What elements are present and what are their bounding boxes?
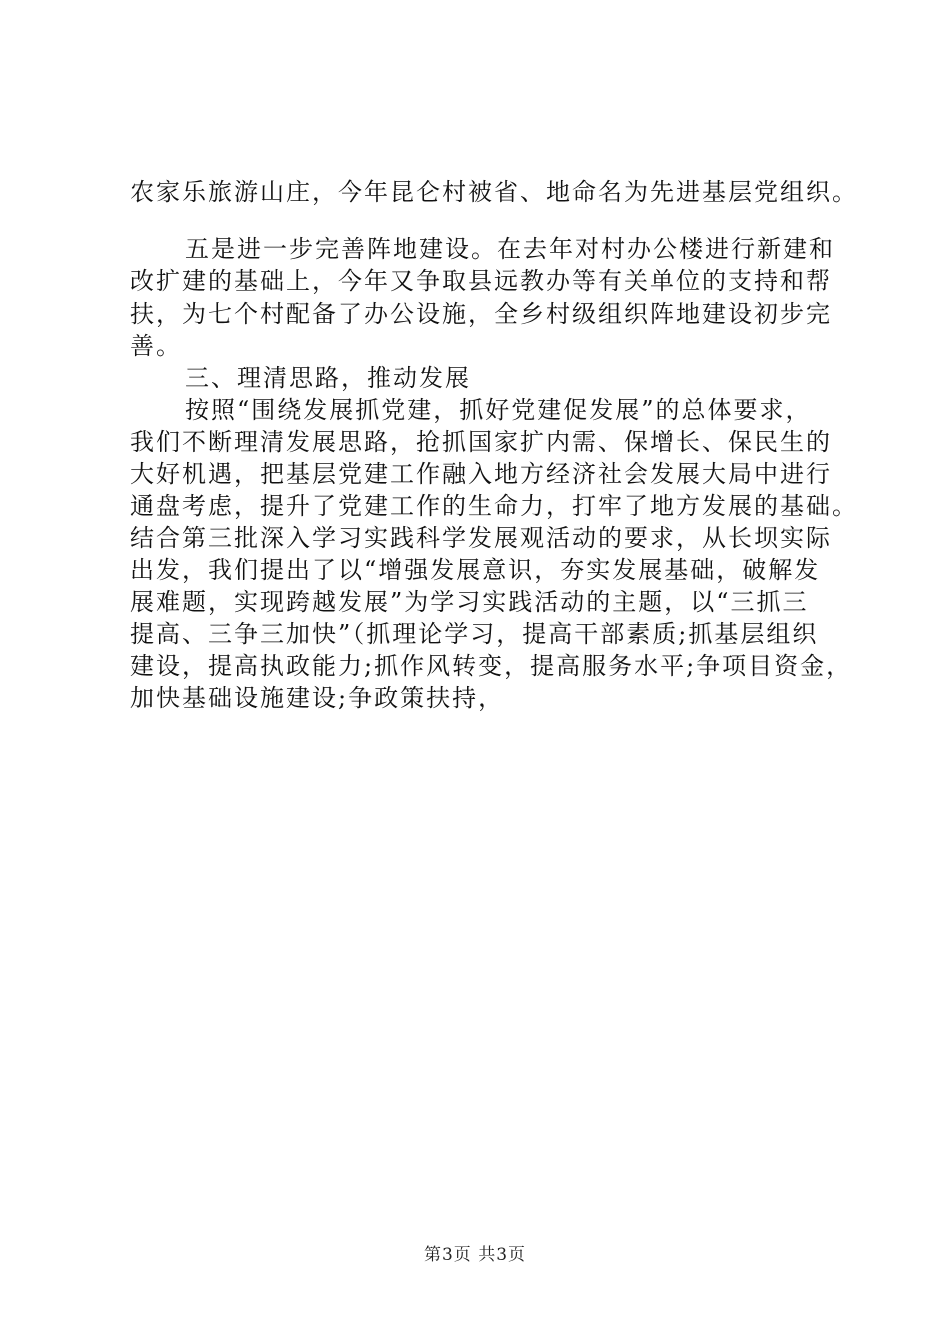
text-line: 我们不断理清发展思路，抢抓国家扩内需、保增长、保民生的 <box>130 428 832 456</box>
text-line: 扶，为七个村配备了办公设施，全乡村级组织阵地建设初步完 <box>130 300 832 328</box>
text-line: 通盘考虑，提升了党建工作的生命力，打牢了地方发展的基础。 <box>130 492 858 520</box>
text-line: 结合第三批深入学习实践科学发展观活动的要求，从长坝实际 <box>130 524 832 552</box>
section-heading: 三、理清思路，推动发展 <box>185 364 471 392</box>
text-line: 五是进一步完善阵地建设。在去年对村办公楼进行新建和 <box>185 235 835 263</box>
text-line: 出发，我们提出了以“增强发展意识，夯实发展基础，破解发 <box>130 556 821 584</box>
text-line: 善。 <box>130 332 182 360</box>
text-line: 大好机遇，把基层党建工作融入地方经济社会发展大局中进行 <box>130 460 832 488</box>
text-line: 提高、三争三加快”（抓理论学习，提高干部素质;抓基层组织 <box>130 620 819 648</box>
text-line: 加快基础设施建设;争政策扶持， <box>130 684 505 712</box>
text-line: 按照“围绕发展抓党建，抓好党建促发展”的总体要求， <box>185 396 812 424</box>
text-line: 建设，提高执政能力;抓作风转变，提高服务水平;争项目资金， <box>130 652 853 680</box>
text-line: 改扩建的基础上，今年又争取县远教办等有关单位的支持和帮 <box>130 267 832 295</box>
text-line: 展难题，实现跨越发展”为学习实践活动的主题，以“三抓三 <box>130 588 809 616</box>
text-line: 农家乐旅游山庄，今年昆仑村被省、地命名为先进基层党组织。 <box>130 178 858 206</box>
page-number-footer: 第3页 共3页 <box>423 1245 527 1265</box>
